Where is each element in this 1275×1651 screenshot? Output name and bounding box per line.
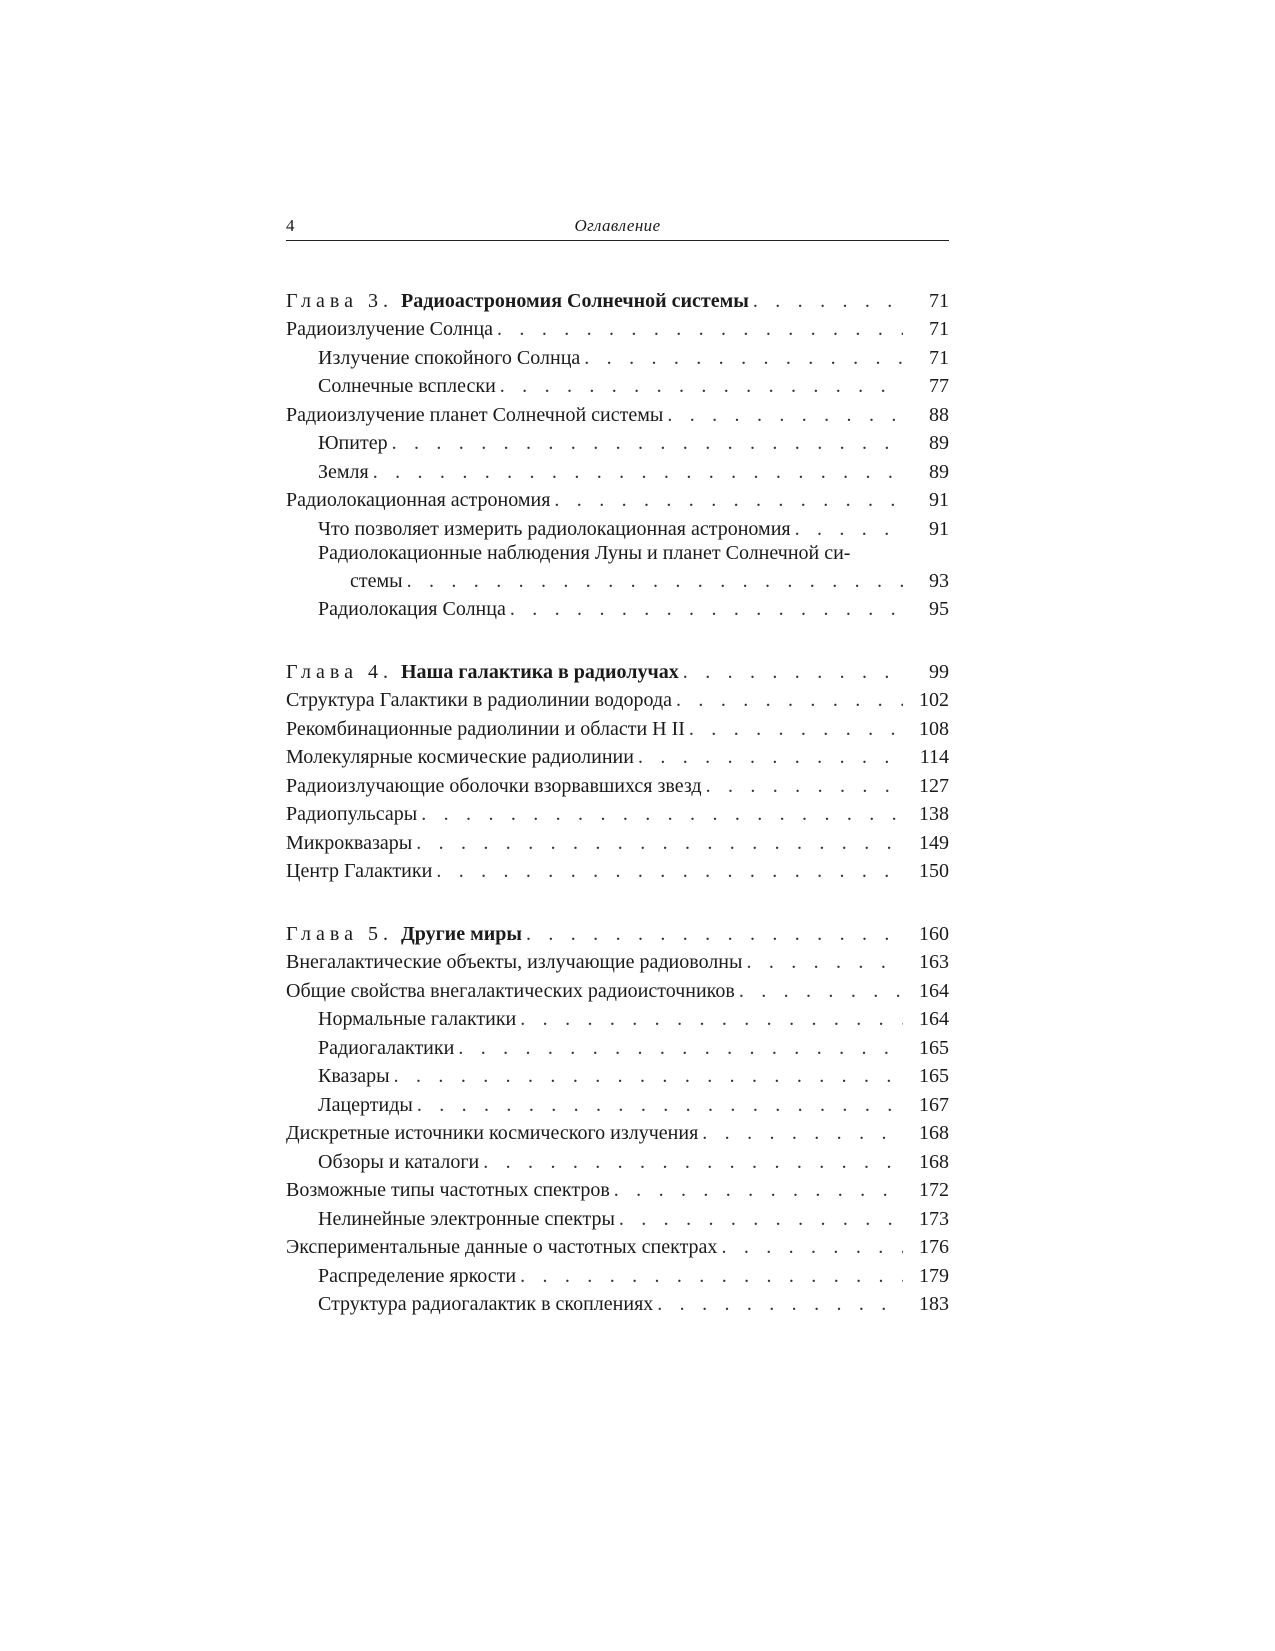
dot-leader [417,1093,903,1117]
dot-leader [500,374,903,398]
entry-title: Структура Галактики в радиолинии водорода [286,689,673,711]
toc-entry[interactable] [286,826,949,855]
dot-leader [458,1036,903,1060]
toc-entry[interactable] [286,855,949,884]
toc-subentry[interactable] [286,1202,949,1231]
dot-leader [394,1064,903,1088]
page-ref: 164 [919,979,949,1002]
page-ref: 179 [919,1264,949,1287]
chapter-heading-title [286,922,526,946]
dot-leader [795,517,903,541]
chapter-title: Наша галактика в радиолучах [400,660,679,683]
chapter-4 [286,655,949,883]
entry-title: Радиоизлучение Солнца [286,318,494,340]
entry-title: Нормальные галактики [318,1008,517,1030]
toc-subentry[interactable] [286,1031,949,1060]
page-ref: 127 [919,774,949,797]
dot-leader [746,950,903,974]
toc-subentry[interactable] [286,427,949,456]
entry-title: Радиолокация Солнца [318,598,506,620]
page-ref: 172 [919,1179,949,1201]
toc-entry[interactable] [286,684,949,713]
page-ref: 91 [929,489,949,511]
table-of-contents [286,284,949,1316]
page-ref: 102 [919,689,949,711]
entry-title: Рекомбинационные радиолинии и области Н II [286,717,685,740]
toc-subentry[interactable] [286,1288,949,1317]
toc-entry[interactable] [286,946,949,975]
entry-title: Квазары [318,1065,390,1087]
entry-title: Радиоизлучающие оболочки взорвавшихся звезд [286,774,702,797]
chapter-heading[interactable] [286,655,949,684]
chapter-title: Другие миры [400,922,522,945]
dot-leader [638,745,903,769]
page-ref: 89 [929,460,949,483]
chapter-label: Глава 5. [286,922,393,945]
toc-entry[interactable] [286,712,949,741]
dot-leader [520,1264,903,1288]
entry-title: Обзоры и каталоги [318,1150,480,1173]
toc-subentry-wrapped[interactable] [286,541,949,593]
entry-title: Лацертиды [318,1093,413,1116]
entry-title: Радиолокационная астрономия [286,489,551,511]
page-ref: 149 [919,831,949,854]
page-ref: 163 [919,951,949,973]
toc-entry[interactable] [286,974,949,1003]
page-ref: 91 [929,517,949,540]
dot-leader [526,922,903,946]
dot-leader [676,688,903,712]
dot-leader [520,1007,903,1031]
dot-leader [392,431,903,455]
toc-subentry[interactable] [286,1088,949,1117]
entry-title: Излучение спокойного Солнца [318,346,581,369]
dot-leader [657,1292,903,1316]
toc-entry[interactable] [286,1117,949,1146]
entry-title: Структура радиогалактик в скоплениях [318,1293,654,1315]
toc-entry[interactable] [286,1231,949,1260]
toc-entry[interactable] [286,1174,949,1203]
chapter-label: Глава 4. [286,660,393,683]
entry-title: Центр Галактики [286,860,433,882]
dot-leader [753,289,903,313]
dot-leader [721,1235,903,1259]
toc-subentry[interactable] [286,341,949,370]
page-ref: 89 [929,432,949,454]
chapter-heading[interactable] [286,917,949,946]
page-ref: 168 [919,1122,949,1144]
entry-title: Молекулярные космические радиолинии [286,746,634,768]
dot-leader [614,1178,903,1202]
page-ref: 160 [919,922,949,945]
dot-leader [510,597,903,621]
page-ref: 165 [919,1065,949,1087]
toc-entry[interactable] [286,484,949,513]
running-title: Оглавление [574,216,661,235]
dot-leader [619,1207,903,1231]
page-ref: 99 [929,660,949,683]
page-ref: 176 [919,1236,949,1258]
page-ref: 95 [929,598,949,620]
entry-title-line-2: стемы [350,569,403,592]
toc-subentry[interactable] [286,370,949,399]
dot-leader [689,717,903,741]
page-ref: 108 [919,717,949,740]
page-ref: 88 [929,403,949,426]
chapter-heading-title [286,289,753,313]
dot-leader [554,488,903,512]
dot-leader [584,346,903,370]
entry-title: Внегалактические объекты, излучающие радиоволны [286,951,743,973]
chapter-title: Радиоастрономия Солнечной системы [400,289,749,312]
entry-title: Экспериментальные данные о частотных спектрах [286,1236,718,1258]
toc-subentry[interactable] [286,455,949,484]
chapter-3 [286,284,949,621]
toc-subentry[interactable] [286,512,949,541]
page-ref: 164 [919,1008,949,1030]
entry-title: Распределение яркости [318,1264,517,1287]
page-number: 4 [286,216,295,235]
dot-leader [421,802,903,826]
entry-title: Нелинейные электронные спектры [318,1207,615,1230]
dot-leader [683,660,903,684]
dot-leader [436,859,903,883]
entry-title: Общие свойства внегалактических радиоисточников [286,979,735,1002]
page-ref: 165 [919,1036,949,1059]
dot-leader [373,460,903,484]
page-ref: 71 [929,289,949,312]
running-head [286,216,949,241]
page-ref: 173 [919,1207,949,1230]
toc-subentry[interactable] [286,1003,949,1032]
toc-subentry[interactable] [286,1060,949,1089]
dot-leader [483,1150,903,1174]
page-ref: 167 [919,1093,949,1116]
page-ref: 150 [919,860,949,882]
page-ref: 93 [929,569,949,592]
chapter-label: Глава 3. [286,289,393,312]
entry-title: Дискретные источники космического излучения [286,1122,699,1144]
chapter-5 [286,917,949,1316]
toc-entry[interactable] [286,798,949,827]
entry-title: Радиоизлучение планет Солнечной системы [286,403,664,426]
entry-title: Микроквазары [286,831,413,854]
chapter-heading-title [286,660,683,684]
dot-leader [667,403,903,427]
entry-title: Радиопульсары [286,803,418,825]
page-ref: 71 [929,346,949,369]
page-ref: 77 [929,375,949,397]
toc-entry[interactable] [286,769,949,798]
entry-title-line-2-row [286,565,949,593]
dot-leader [706,774,903,798]
page-ref: 183 [919,1293,949,1315]
entry-title: Возможные типы частотных спектров [286,1179,610,1201]
page-ref: 138 [919,803,949,825]
toc-entry[interactable] [286,741,949,770]
toc-entry[interactable] [286,313,949,342]
toc-entry[interactable] [286,398,949,427]
dot-leader [702,1121,903,1145]
page-ref: 71 [929,318,949,340]
page-ref: 168 [919,1150,949,1173]
toc-subentry[interactable] [286,1145,949,1174]
page-ref: 114 [919,746,949,768]
entry-title: Радиогалактики [318,1036,455,1059]
chapter-heading[interactable] [286,284,949,313]
entry-title: Что позволяет измерить радиолокационная астрономия [318,517,791,540]
dot-leader [497,317,903,341]
dot-leader [739,979,903,1003]
dot-leader [416,831,903,855]
dot-leader [407,569,903,593]
toc-subentry[interactable] [286,1259,949,1288]
entry-title: Земля [318,460,369,483]
toc-subentry[interactable] [286,593,949,622]
entry-title: Солнечные всплески [318,375,496,397]
entry-title: Юпитер [318,432,388,454]
entry-title-line-1: Радиолокационные наблюдения Луны и планет Солнечной си- [318,541,851,564]
